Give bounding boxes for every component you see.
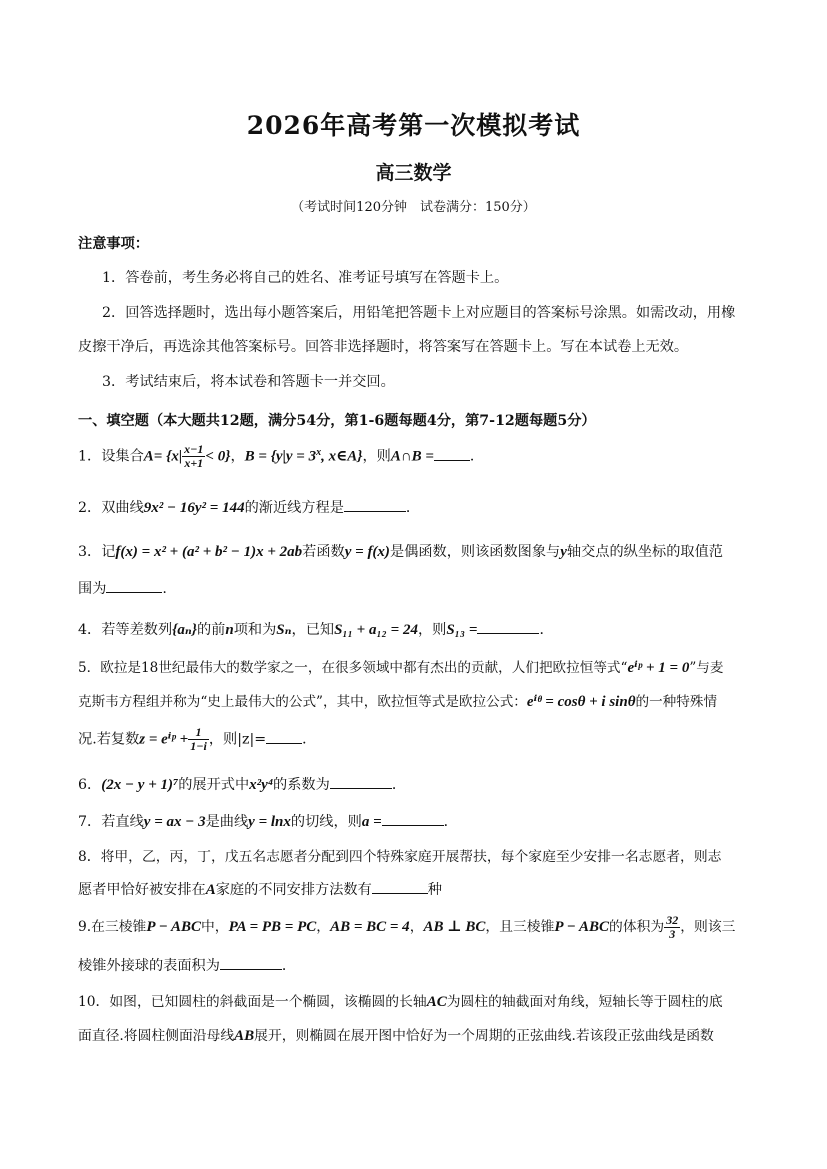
- q4-text-4: ，已知: [291, 622, 335, 638]
- q4-n: n: [225, 622, 234, 638]
- q2-text-2: 的渐近线方程是: [244, 500, 344, 516]
- q8-end: 种: [427, 882, 442, 898]
- q5-euler-identity: eⁱᵖ + 1 = 0: [627, 660, 690, 676]
- q3-text: 3．记: [78, 544, 116, 560]
- q5-fraction: [188, 726, 209, 753]
- q4-answer-blank[interactable]: [477, 620, 539, 634]
- q4-text-3: 项和为: [233, 622, 277, 638]
- question-5: [78, 656, 758, 677]
- notice-heading: 注意事项：: [78, 236, 149, 252]
- q7-text: 7．若直线: [78, 814, 144, 830]
- q5-text-6: ，则|z|=: [208, 731, 267, 748]
- q1-set-a: A: [143, 448, 154, 465]
- q3-function: f(x) = x² + (a² + b² − 1)x + 2ab: [115, 544, 303, 560]
- q10-text-2: 为圆柱的轴截面对角线，短轴长等于圆柱的底: [446, 994, 723, 1010]
- q6-end: ．: [391, 777, 407, 793]
- q1-text: 1．设集合: [78, 448, 144, 465]
- question-3: [78, 541, 758, 561]
- q5-text: 5．欧拉是18世纪最伟大的数学家之一，在很多领域中都有杰出的贡献，人们把欧拉恒等式“: [78, 660, 628, 676]
- q10-ab: AB: [234, 1028, 255, 1044]
- q9-fraction: [664, 914, 680, 941]
- question-1: [78, 443, 758, 470]
- q3-end: .: [162, 581, 167, 597]
- q4-text-2: 的前: [196, 622, 226, 638]
- q5-z: z = eⁱᵖ +: [139, 731, 189, 748]
- q1-set-close: < 0}: [205, 448, 231, 465]
- q4-text: 4．若等差数列: [78, 622, 173, 638]
- q1-set-open: = {x|: [153, 448, 183, 465]
- q9-answer-blank[interactable]: [220, 956, 282, 970]
- q4-sn: Sₙ: [276, 622, 292, 638]
- q5-frac-den: 1−i: [190, 739, 207, 753]
- question-7: [78, 811, 758, 831]
- q9-text-2: 中，: [201, 919, 229, 935]
- q5-frac-num: 1: [188, 726, 209, 740]
- q6-term: x²y⁴: [249, 777, 274, 793]
- q4-condition: S₁₁ + a₁₂ = 24: [334, 622, 418, 638]
- q1-intersection: A∩B =: [390, 448, 434, 465]
- q9-text-5: ，则该三: [680, 919, 736, 935]
- q8-answer-blank[interactable]: [372, 880, 428, 894]
- question-3-cont: [78, 578, 758, 598]
- q8-text-3: 家庭的不同安排方法数有: [215, 882, 372, 898]
- notice-item-2-cont: 皮擦干净后，再选涂其他答案标号。回答非选择题时，将答案写在答题卡上。写在本试卷上无效。: [78, 339, 689, 355]
- q9-cond-2: AB = BC = 4: [330, 919, 410, 935]
- notice-item-2: 2．回答选择题时，选出每小题答案后，用铅笔把答题卡上对应题目的答案标号涂黑。如需改动，用橡: [102, 305, 736, 321]
- q5-text-3: 克斯韦方程组并称为“史上最伟大的公式”，其中，欧拉恒等式是欧拉公式：: [78, 694, 527, 710]
- q5-text-4: 的一种特殊情: [635, 694, 718, 710]
- question-4: [78, 619, 758, 639]
- q1-answer-blank[interactable]: [434, 447, 470, 461]
- q2-equation: 9x² − 16y² = 144: [143, 500, 245, 516]
- q6-text-2: 的展开式中: [178, 777, 250, 793]
- q3-answer-blank[interactable]: [106, 579, 162, 593]
- q10-ac: AC: [426, 994, 447, 1010]
- q9-text-3: ，且三棱锥: [485, 919, 555, 935]
- q7-line: y = ax − 3: [143, 814, 206, 830]
- q9-end: ．: [281, 958, 297, 974]
- question-10: [78, 990, 758, 1011]
- q9-text-4: 的体积为: [609, 919, 665, 935]
- exam-title: 2026年高考第一次模拟考试: [246, 111, 581, 140]
- q1-then: ，则: [362, 448, 391, 465]
- q1-set-b-end: , x∈A}: [321, 448, 363, 465]
- q9-sep-2: ，: [409, 919, 424, 935]
- q10-text: 10．如图，已知圆柱的斜截面是一个椭圆，该椭圆的长轴: [78, 994, 427, 1010]
- question-9-cont: [78, 955, 758, 975]
- q6-expression: (2x − y + 1)⁷: [101, 777, 179, 793]
- q6-text: 6．: [78, 777, 102, 793]
- q9-text-6: 棱锥外接球的表面积为: [78, 958, 220, 974]
- q8-text-2: 愿者甲恰好被安排在: [78, 882, 206, 898]
- q6-text-3: 的系数为: [273, 777, 330, 793]
- question-6: [78, 774, 758, 794]
- q10-text-4: 展开，则椭圆在展开图中恰好为一个周期的正弦曲线.若该段正弦曲线是函数: [254, 1028, 714, 1044]
- q7-text-3: 的切线，则: [290, 814, 362, 830]
- q7-curve: y = lnx: [248, 814, 291, 830]
- question-8: 8．将甲，乙，丙，丁，戊五名志愿者分配到四个特殊家庭开展帮扶，每个家庭至少安排一名志愿者，则志: [78, 849, 722, 865]
- exam-subject: 高三数学: [375, 162, 452, 184]
- q7-end: ．: [443, 814, 458, 830]
- q9-pyramid-2: P − ABC: [554, 919, 610, 935]
- question-9: [78, 914, 758, 941]
- q2-text: 2．双曲线: [78, 500, 144, 516]
- q4-text-5: ，则: [417, 622, 447, 638]
- exam-info: （考试时间120分钟 试卷满分：150分）: [291, 200, 536, 215]
- q4-sequence: {aₙ}: [172, 622, 197, 638]
- q3-text-5: 围为: [78, 581, 107, 597]
- q5-text-5: 况.若复数: [78, 731, 140, 748]
- q1-sup: x: [316, 446, 322, 458]
- q3-text-2: 若函数: [302, 544, 345, 560]
- q1-frac-num: x−1: [184, 442, 204, 456]
- q5-end: ．: [302, 731, 317, 748]
- notice-item-1: 1．答卷前，考生务必将自己的姓名、准考证号填写在答题卡上。: [102, 270, 509, 286]
- q1-set-b: B = {y|y = 3: [244, 448, 317, 465]
- q9-cond-1: PA = PB = PC: [228, 919, 317, 935]
- q1-comma: ，: [230, 448, 245, 465]
- q9-frac-den: 3: [669, 927, 676, 941]
- q10-text-3: 面直径.将圆柱侧面沿母线: [78, 1028, 235, 1044]
- q6-answer-blank[interactable]: [330, 775, 392, 789]
- question-10-cont: [78, 1024, 758, 1045]
- q1-fraction: [182, 443, 205, 470]
- q5-answer-blank[interactable]: [266, 730, 302, 744]
- q1-end: ．: [469, 448, 485, 465]
- q7-answer-blank[interactable]: [382, 812, 444, 826]
- q7-a: a =: [361, 814, 382, 830]
- q7-text-2: 是曲线: [205, 814, 249, 830]
- section-heading: 一、填空题（本大题共12题，满分54分，第1-6题每题4分，第7-12题每题5分）: [78, 413, 596, 429]
- q4-s13: S₁₃ =: [446, 622, 478, 638]
- question-8-cont: [78, 879, 758, 899]
- q2-answer-blank[interactable]: [344, 498, 406, 512]
- question-5-cont: [78, 690, 758, 711]
- q8-a: A: [205, 882, 216, 898]
- q3-y: y: [560, 544, 567, 560]
- q4-end: ．: [539, 622, 554, 638]
- q9-frac-num: 32: [666, 913, 679, 927]
- q3-text-3: 是偶函数，则该函数图象与: [389, 544, 561, 560]
- q5-text-2: ”与麦: [689, 660, 724, 676]
- q9-cond-3: AB ⊥ BC: [423, 919, 486, 935]
- notice-item-3: 3．考试结束后，将本试卷和答题卡一并交回。: [102, 374, 395, 390]
- q5-euler-formula: eⁱᶿ = cosθ + i sinθ: [526, 694, 636, 710]
- question-2: [78, 497, 758, 517]
- q9-sep-1: ，: [316, 919, 331, 935]
- q9-pyramid: P − ABC: [146, 919, 202, 935]
- q9-text: 9.在三棱锥: [78, 919, 147, 935]
- q2-end: ．: [405, 500, 421, 516]
- q1-frac-den: x+1: [184, 456, 204, 470]
- question-5-cont-2: [78, 726, 758, 753]
- q3-fx: y = f(x): [344, 544, 390, 560]
- q3-text-4: 轴交点的纵坐标的取值范: [566, 544, 723, 560]
